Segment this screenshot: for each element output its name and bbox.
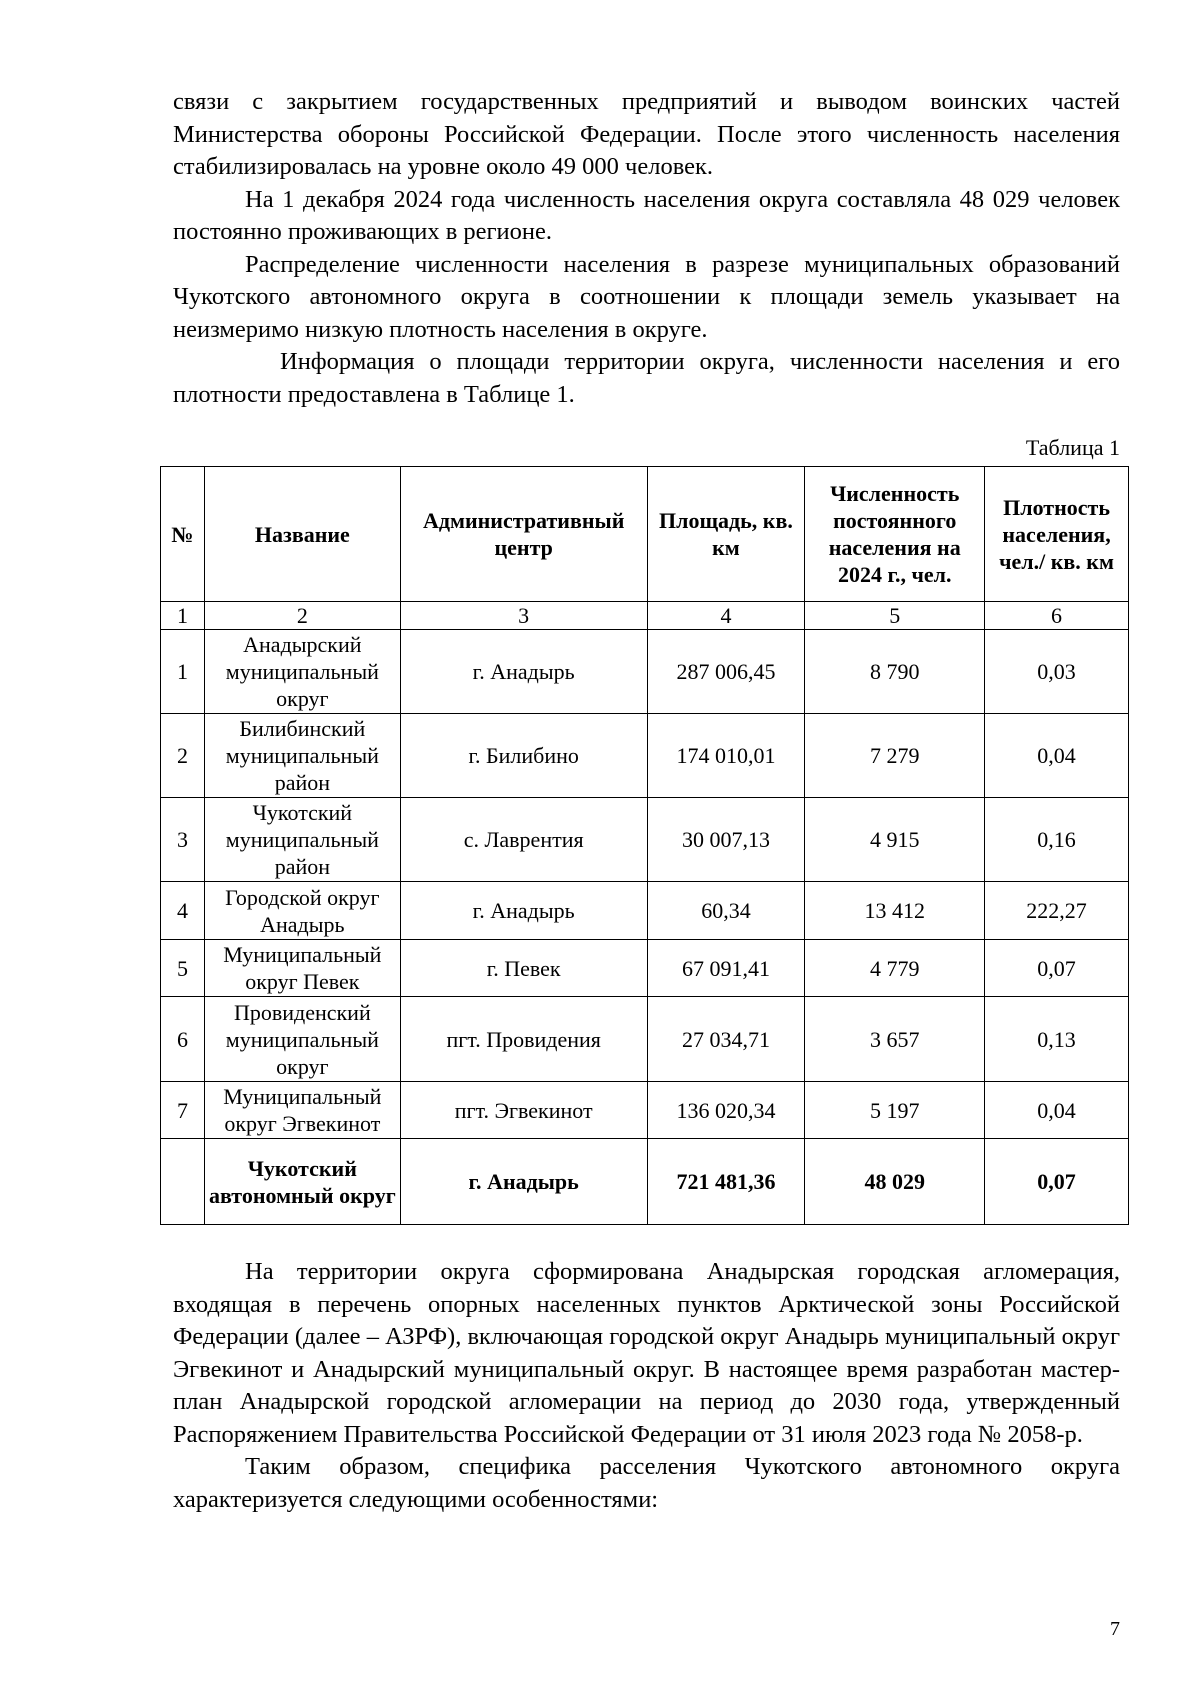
table-cell: г. Анадырь	[400, 882, 647, 940]
table-cell: Городской округ Анадырь	[204, 882, 400, 940]
column-number-row	[161, 602, 1129, 630]
table-cell: г. Анадырь	[400, 1139, 647, 1225]
column-number-cell: 5	[805, 602, 985, 630]
table-cell: 5	[161, 940, 205, 997]
table-header-row	[161, 467, 1129, 602]
table-cell: 0,04	[985, 1082, 1129, 1139]
table-cell: г. Анадырь	[400, 630, 647, 714]
table-cell: 0,07	[985, 1139, 1129, 1225]
table-row	[161, 630, 1129, 714]
table-cell: пгт. Провидения	[400, 997, 647, 1082]
column-number-cell: 2	[204, 602, 400, 630]
table-row	[161, 997, 1129, 1082]
table-cell: 1	[161, 630, 205, 714]
population-table	[160, 466, 1129, 1225]
table-header-cell: Административный центр	[400, 467, 647, 602]
table-header-cell: Плотность населения, чел./ кв. км	[985, 467, 1129, 602]
table-cell: 287 006,45	[647, 630, 805, 714]
table-cell: 0,16	[985, 798, 1129, 882]
table-cell: 27 034,71	[647, 997, 805, 1082]
paragraph: Информация о площади территории округа, численности населения и его плотности предоставлена в Таблице 1.	[173, 348, 1120, 408]
table-cell: 4 915	[805, 798, 985, 882]
table-cell: г. Певек	[400, 940, 647, 997]
table-cell: 136 020,34	[647, 1082, 805, 1139]
table-cell: с. Лаврентия	[400, 798, 647, 882]
table-cell: 0,07	[985, 940, 1129, 997]
table-cell: Билибинский муниципальный район	[204, 714, 400, 798]
table-cell	[161, 1139, 205, 1225]
table-cell: 0,13	[985, 997, 1129, 1082]
table-cell: г. Билибино	[400, 714, 647, 798]
table-row	[161, 798, 1129, 882]
paragraph: Распределение численности населения в разрезе муниципальных образований Чукотского автономного округа в соотношении к площади земель указывает на неизмеримо низкую плотность населения в округе.	[173, 250, 1120, 343]
table-header-cell: Название	[204, 467, 400, 602]
table-row	[161, 882, 1129, 940]
table-cell: 6	[161, 997, 205, 1082]
table-cell: Чукотский автономный округ	[204, 1139, 400, 1225]
table-header-cell: Площадь, кв. км	[647, 467, 805, 602]
table-cell: 174 010,01	[647, 714, 805, 798]
table-cell: Муниципальный округ Певек	[204, 940, 400, 997]
table-row	[161, 714, 1129, 798]
table-cell: 7 279	[805, 714, 985, 798]
paragraph: Таким образом, специфика расселения Чукотского автономного округа характеризуется следующими особенностями:	[173, 1453, 1120, 1513]
table-cell: Анадырский муниципальный округ	[204, 630, 400, 714]
column-number-cell: 6	[985, 602, 1129, 630]
table-cell: 222,27	[985, 882, 1129, 940]
table-cell: Чукотский муниципальный район	[204, 798, 400, 882]
table-cell: 0,04	[985, 714, 1129, 798]
table-cell: 0,03	[985, 630, 1129, 714]
table-caption: Таблица 1	[1025, 435, 1120, 460]
table-cell: Муниципальный округ Эгвекинот	[204, 1082, 400, 1139]
column-number-cell: 4	[647, 602, 805, 630]
table-cell: 5 197	[805, 1082, 985, 1139]
text-block-top	[173, 86, 1120, 411]
page-number: 7	[1110, 1618, 1120, 1640]
table-total-row	[161, 1139, 1129, 1225]
table-cell: 721 481,36	[647, 1139, 805, 1225]
table-cell: Провиденский муниципальный округ	[204, 997, 400, 1082]
table-cell: 67 091,41	[647, 940, 805, 997]
text-block-bottom	[173, 1256, 1120, 1516]
table-cell: 13 412	[805, 882, 985, 940]
table-cell: 4 779	[805, 940, 985, 997]
table-row	[161, 940, 1129, 997]
table-cell: 60,34	[647, 882, 805, 940]
table-cell: 3 657	[805, 997, 985, 1082]
table-cell: 4	[161, 882, 205, 940]
table-header-cell: №	[161, 467, 205, 602]
paragraph: связи с закрытием государственных предприятий и выводом воинских частей Министерства обороны Российской Федерации. После этого численность населения стабилизировалась на уровне около 49 000 человек.	[173, 88, 1120, 180]
table-row	[161, 1082, 1129, 1139]
table-cell: 8 790	[805, 630, 985, 714]
column-number-cell: 3	[400, 602, 647, 630]
column-number-cell: 1	[161, 602, 205, 630]
table-cell: 30 007,13	[647, 798, 805, 882]
table-cell: пгт. Эгвекинот	[400, 1082, 647, 1139]
table-cell: 2	[161, 714, 205, 798]
table-cell: 48 029	[805, 1139, 985, 1225]
paragraph: На территории округа сформирована Анадырская городская агломерация, входящая в перечень опорных населенных пунктов Арктической зоны Российской Федерации (далее – АЗРФ), включающая городской округ Анадырь муниципальный округ Эгвекинот и Анадырский муниципальный округ. В настоящее время разработан мастер-план Анадырской городской агломерации на период до 2030 года, утвержденный Распоряжением Правительства Российской Федерации от 31 июля 2023 года № 2058-р.	[173, 1258, 1120, 1448]
table-header-cell: Численность постоянного населения на 2024 г., чел.	[805, 467, 985, 602]
table-cell: 3	[161, 798, 205, 882]
paragraph: На 1 декабря 2024 года численность населения округа составляла 48 029 человек постоянно проживающих в регионе.	[173, 185, 1120, 245]
table-cell: 7	[161, 1082, 205, 1139]
